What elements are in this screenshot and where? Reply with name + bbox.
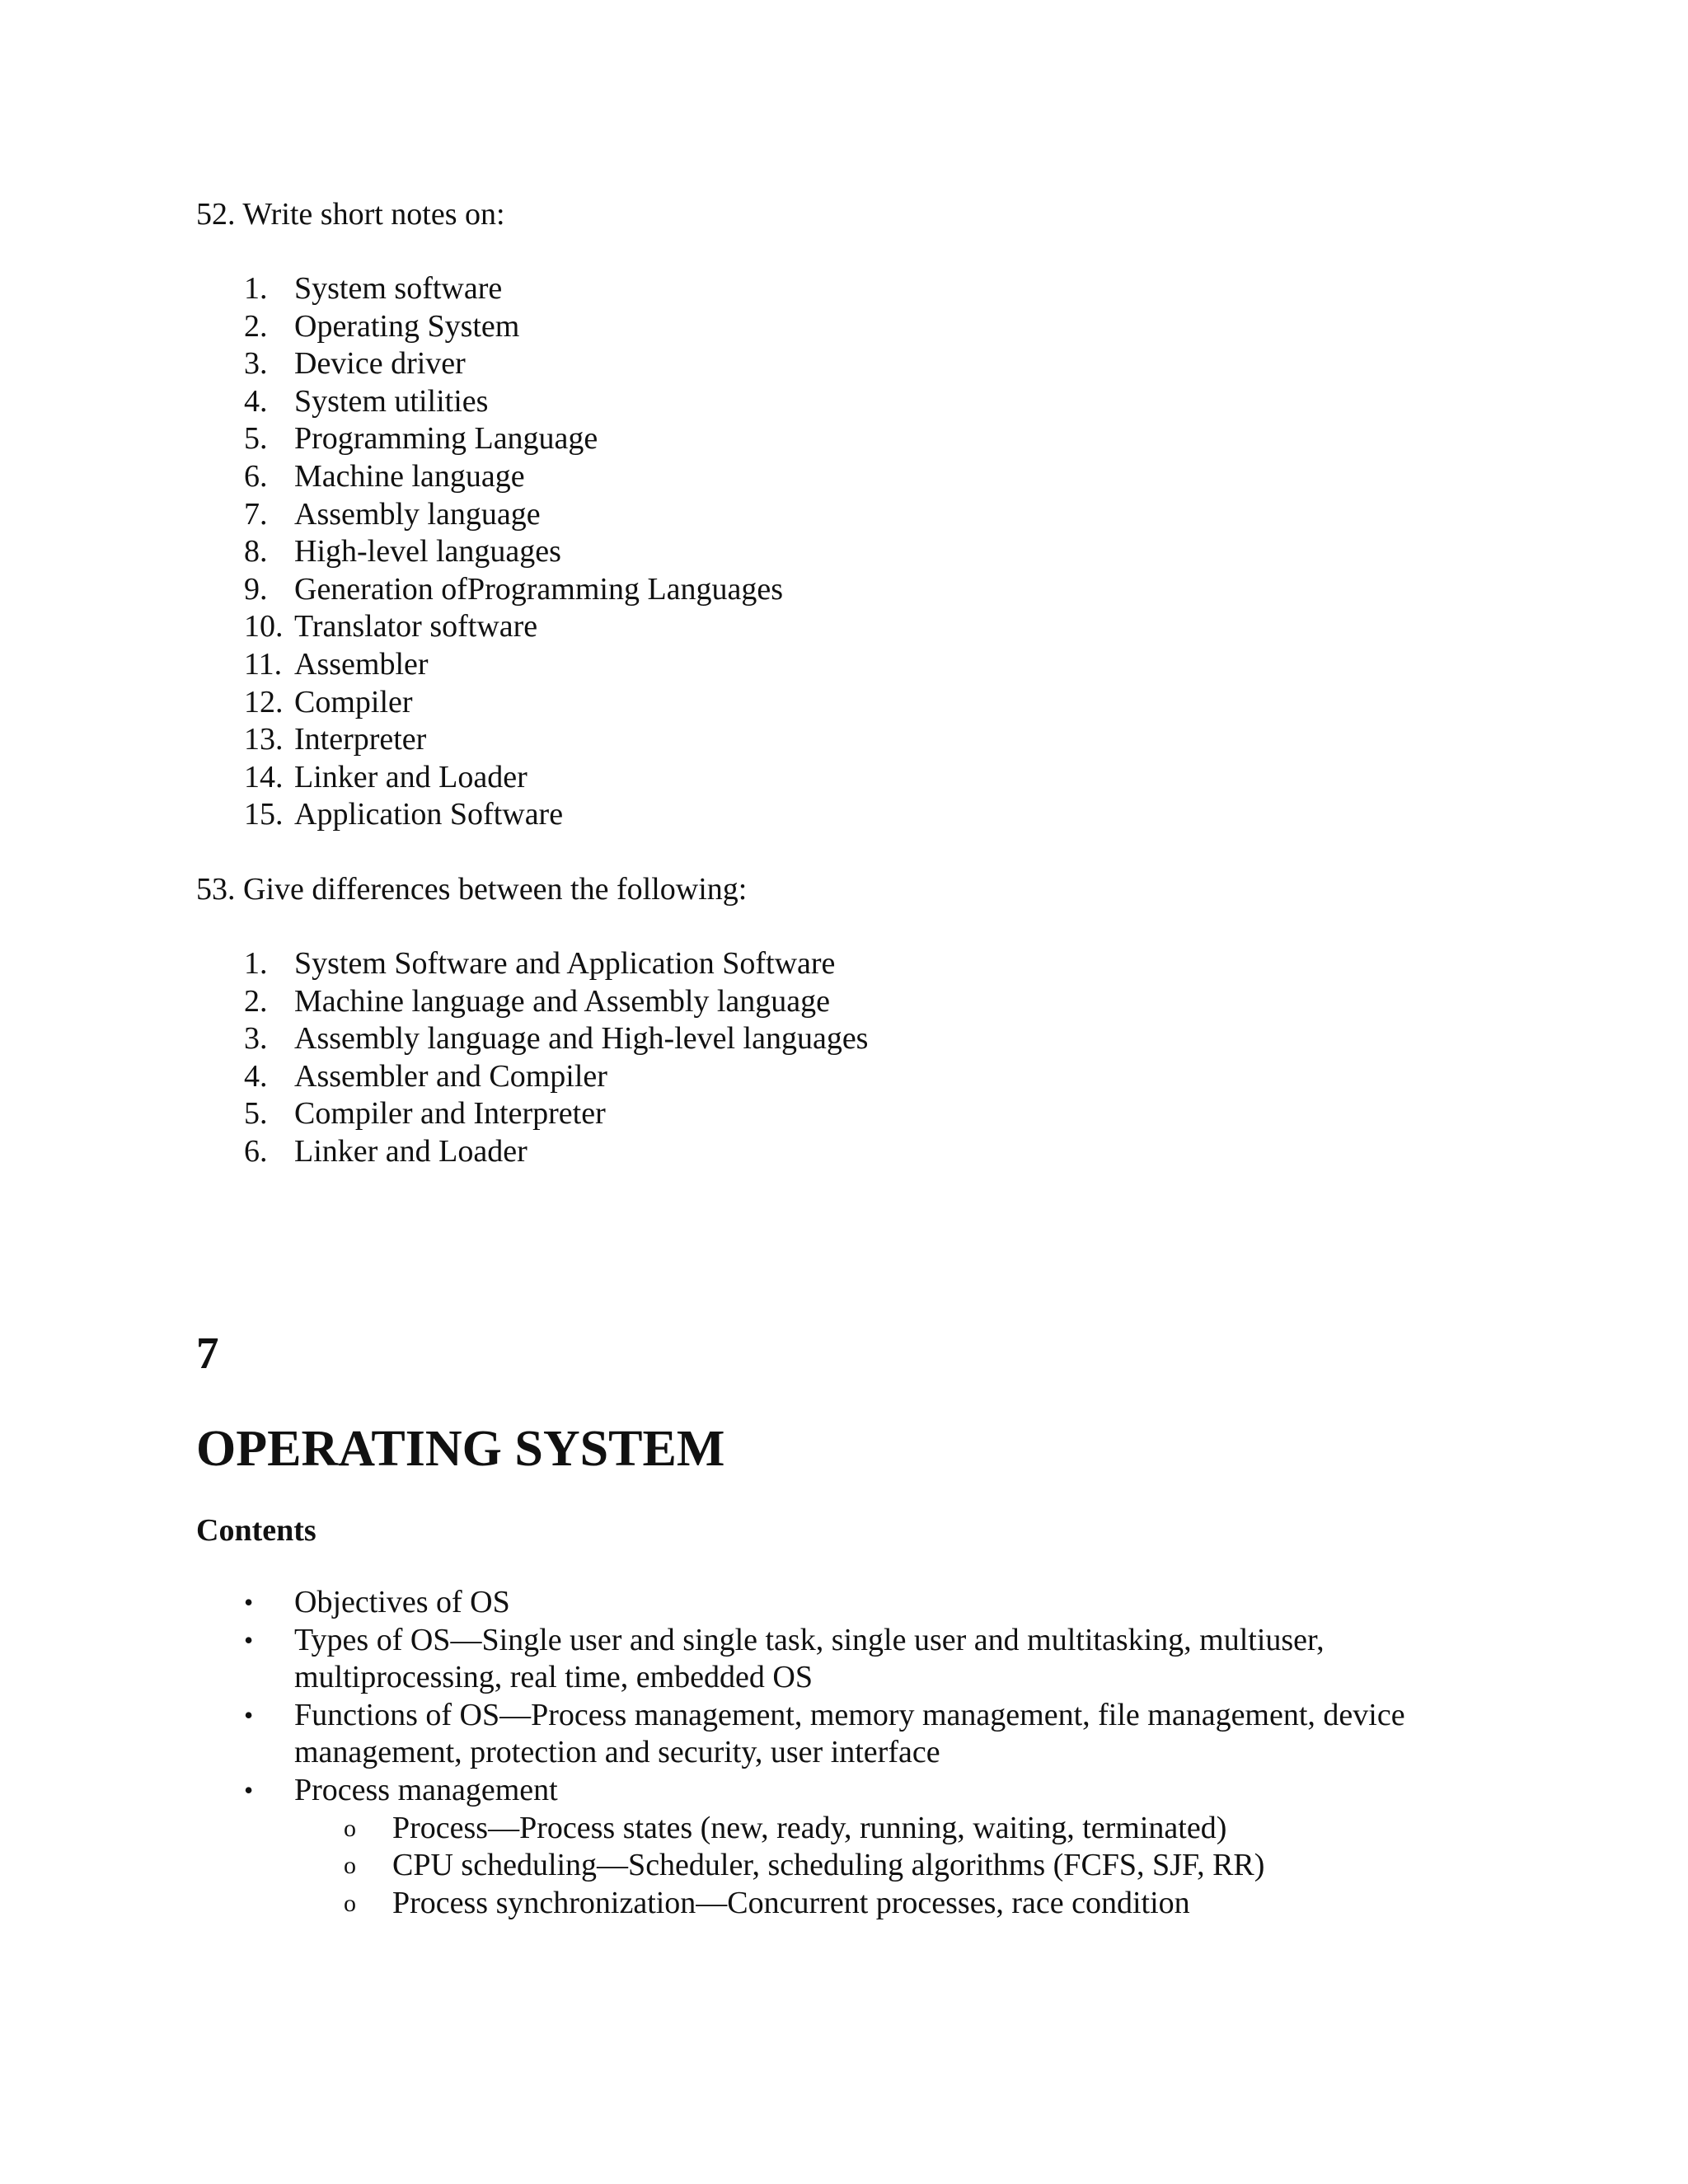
contents-item xyxy=(0,1622,1688,1697)
bullet-icon: • xyxy=(244,1624,254,1655)
item-number: 12. xyxy=(244,684,284,719)
item-text: Assembler xyxy=(294,646,429,682)
contents-item xyxy=(0,1584,1688,1622)
item-text: Compiler xyxy=(294,684,413,719)
item-number: 6. xyxy=(244,1133,268,1169)
contents-item-text: Functions of OS—Process management, memory management, file management, device management, protection and security, user interface xyxy=(294,1697,1405,1770)
item-text: System Software and Application Software xyxy=(294,946,836,981)
bullet-icon: • xyxy=(244,1699,254,1730)
sub-item xyxy=(0,1810,1688,1848)
item-number: 3. xyxy=(244,346,268,382)
contents-item-text: Objectives of OS xyxy=(294,1585,510,1619)
contents-item xyxy=(0,1772,1688,1922)
item-text: Compiler and Interpreter xyxy=(294,1096,606,1132)
item-text: Linker and Loader xyxy=(294,759,528,794)
item-number: 14. xyxy=(244,759,284,794)
item-number: 1. xyxy=(244,946,268,981)
item-text: Machine language xyxy=(294,458,525,494)
item-number: 7. xyxy=(244,496,268,532)
item-text: Linker and Loader xyxy=(294,1133,528,1169)
item-number: 2. xyxy=(244,308,268,344)
item-text: System utilities xyxy=(294,383,489,419)
process-management-sublist xyxy=(0,1810,1688,1923)
item-number: 3. xyxy=(244,1021,268,1057)
item-text: Assembler and Compiler xyxy=(294,1058,607,1094)
chapter-number: 7 xyxy=(196,1328,219,1378)
item-text: Assembly language xyxy=(294,496,541,532)
contents-heading: Contents xyxy=(196,1513,316,1548)
item-number: 15. xyxy=(244,797,284,832)
circle-bullet-icon: o xyxy=(344,1852,356,1880)
item-number: 5. xyxy=(244,1096,268,1132)
contents-item-text: Process management xyxy=(294,1772,558,1807)
item-text: Programming Language xyxy=(294,421,598,457)
question-53-heading: 53. Give differences between the following: xyxy=(196,872,748,907)
item-text: Application Software xyxy=(294,797,564,832)
item-number: 5. xyxy=(244,421,268,457)
circle-bullet-icon: o xyxy=(344,1814,356,1842)
sub-item xyxy=(0,1885,1688,1923)
contents-list xyxy=(0,1584,1688,1922)
sub-item-text: Process synchronization—Concurrent processes, race condition xyxy=(392,1885,1190,1920)
item-text: Device driver xyxy=(294,346,466,382)
item-text: Translator software xyxy=(294,609,538,644)
item-text: High-level languages xyxy=(294,534,561,569)
item-text: System software xyxy=(294,271,503,306)
circle-bullet-icon: o xyxy=(344,1889,356,1917)
contents-item xyxy=(0,1697,1688,1772)
chapter-title: OPERATING SYSTEM xyxy=(196,1421,725,1477)
item-number: 10. xyxy=(244,609,284,644)
item-number: 4. xyxy=(244,1058,268,1094)
contents-item-text: Types of OS—Single user and single task, single user and multitasking, multiuser, multiprocessing, real time, embedded OS xyxy=(294,1622,1325,1695)
sub-item-text: Process—Process states (new, ready, running, waiting, terminated) xyxy=(392,1810,1227,1845)
bullet-icon: • xyxy=(244,1774,254,1805)
sub-item-text: CPU scheduling—Scheduler, scheduling algorithms (FCFS, SJF, RR) xyxy=(392,1848,1265,1883)
item-text: Generation ofProgramming Languages xyxy=(294,571,784,607)
item-number: 9. xyxy=(244,571,268,607)
item-text: Assembly language and High-level languages xyxy=(294,1021,869,1057)
item-number: 11. xyxy=(244,646,283,682)
item-number: 6. xyxy=(244,458,268,494)
item-number: 8. xyxy=(244,534,268,569)
sub-item xyxy=(0,1847,1688,1885)
item-text: Machine language and Assembly language xyxy=(294,983,831,1019)
item-number: 13. xyxy=(244,722,284,757)
bullet-icon: • xyxy=(244,1587,254,1617)
item-text: Operating System xyxy=(294,308,520,344)
item-text: Interpreter xyxy=(294,722,427,757)
question-52-heading: 52. Write short notes on: xyxy=(196,197,505,232)
item-number: 4. xyxy=(244,383,268,419)
item-number: 1. xyxy=(244,271,268,306)
item-number: 2. xyxy=(244,983,268,1019)
